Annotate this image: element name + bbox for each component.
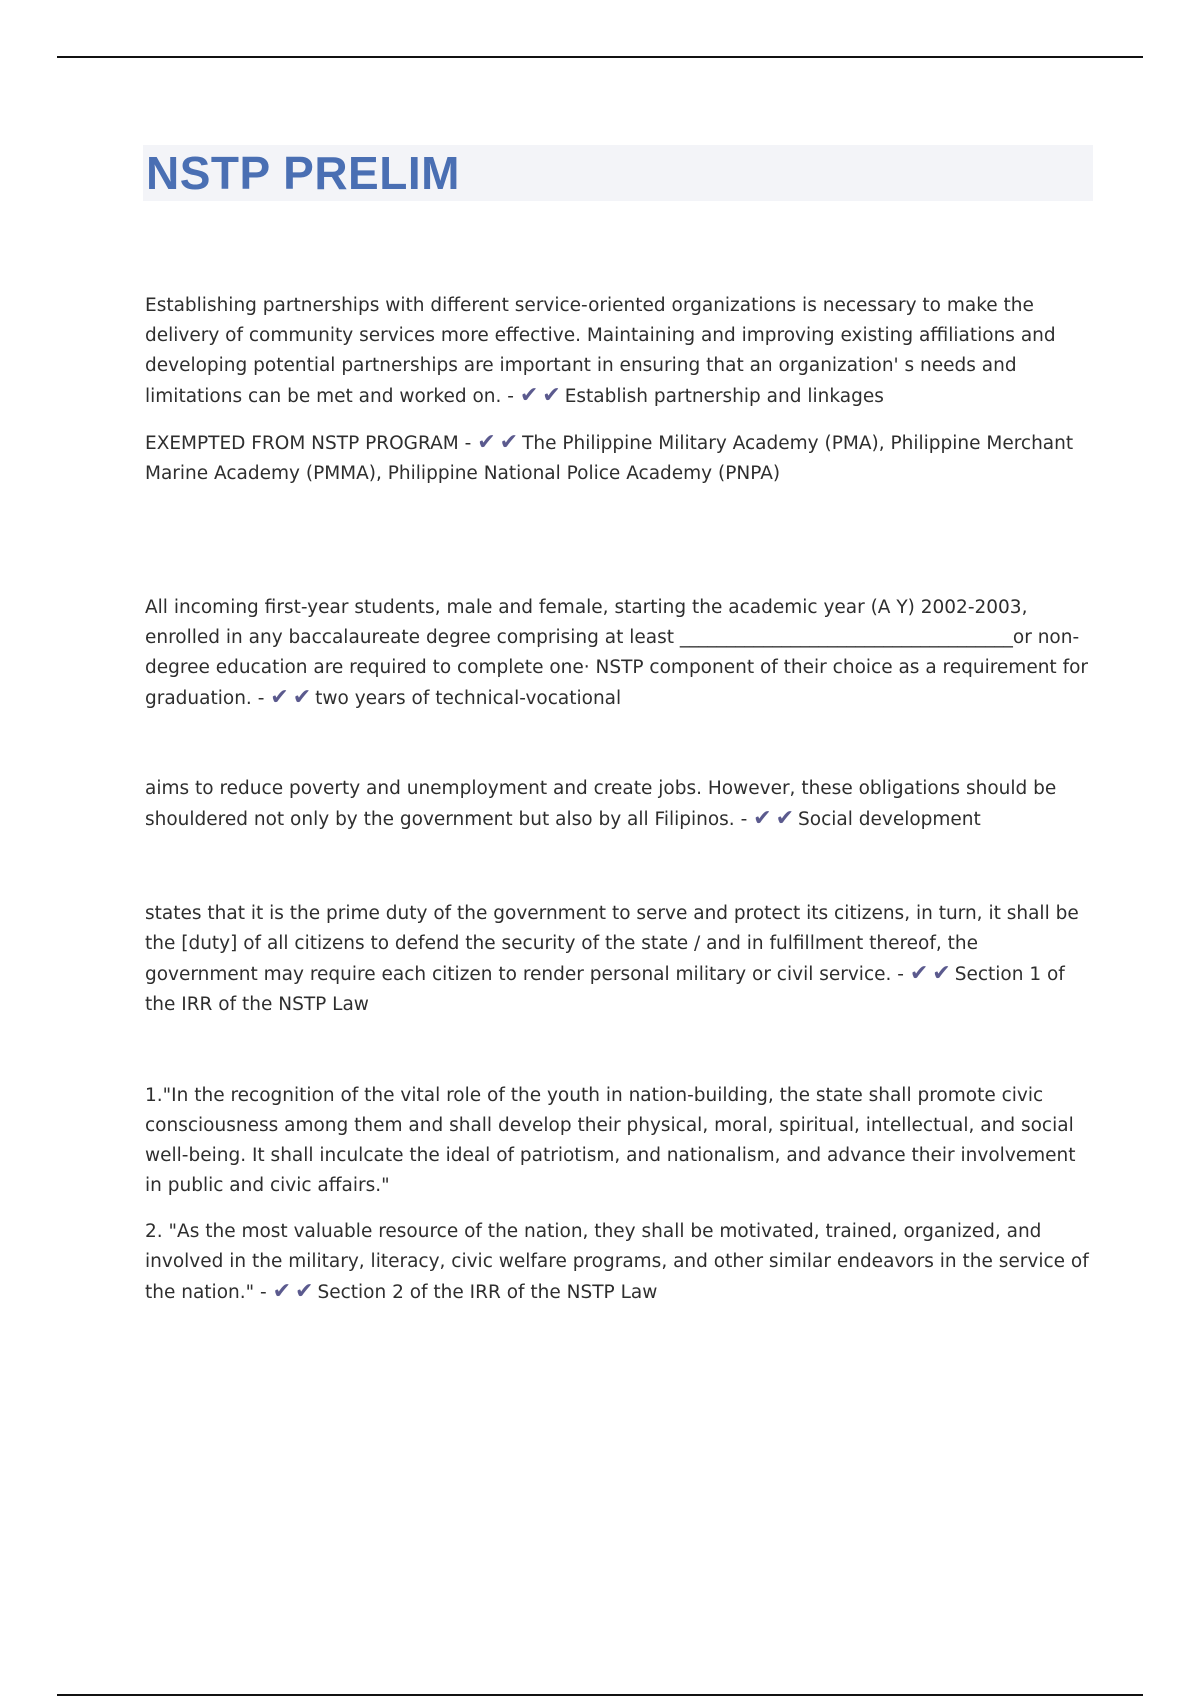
question-text: states that it is the prime duty of the government to serve and protect its citizens, in turn, it shall be the [duty] of all citizens to defend the security of the state / and in fulfillment thereof, the government may require each citizen to render personal military or civil service. - [145,903,1079,985]
check-icon: ✔ [775,806,795,831]
question-text: aims to reduce poverty and unemployment and create jobs. However, these obligations should be shouldered not only by the government but also by all Filipinos. - [145,778,1057,830]
qa-item-1 [145,291,1090,505]
check-icon: ✔ [932,961,951,986]
question-text: EXEMPTED FROM NSTP PROGRAM - [145,433,472,454]
title-banner [143,145,1093,201]
question-text: 2. "As the most valuable resource of the nation, they shall be motivated, trained, organized, and involved in the military, literacy, civic welfare programs, and other similar endeavors in the service of the nation." - [145,1221,1089,1303]
check-icon: ✔ [499,430,519,455]
check-icon: ✔ [292,685,312,710]
check-icon: ✔ [272,1279,292,1304]
answer-text: Establish partnership and linkages [564,386,884,407]
check-icon: ✔ [542,383,561,408]
top-rule [57,56,1143,58]
qa-paragraph [145,428,1090,489]
qa-paragraph [145,899,1090,1020]
check-icon: ✔ [909,961,929,986]
question-text: 1."In the recognition of the vital role of the youth in nation-building, the state shall promote civic consciousness among them and shall develop their physical, moral, spiritual, intellectual, and social well-being. It shall inculcate the ideal of patriotism, and nationalism, and advance their involvement in public and civic affairs." [145,1085,1076,1196]
check-icon: ✔ [519,383,539,408]
answer-text: two years of technical-vocational [315,688,622,709]
qa-paragraph [145,1217,1090,1308]
check-icon: ✔ [753,806,772,831]
page-title: NSTP PRELIM [146,147,460,199]
check-icon: ✔ [477,430,496,455]
answer-text: The Philippine Military Academy (PMA), Philippine Merchant Marine Academy (PMMA), Philippine National Police Academy (PNPA) [145,433,1074,484]
qa-paragraph [145,291,1090,412]
question-text: All incoming first-year students, male and female, starting the academic year (A Y) 2002-2003, enrolled in any baccalaureate degree comprising at least ____________________________________or non-degree education are required to complete one· NSTP component of their choice as a requirement for graduation. - [145,597,1089,709]
qa-item-6 [145,1081,1090,1324]
answer-text: Section 1 of the IRR of the NSTP Law [145,964,1065,1015]
qa-item-5 [145,899,1090,1036]
qa-item-4 [145,774,1090,851]
qa-item-3 [145,593,1090,730]
question-text: Establishing partnerships with different service-oriented organizations is necessary to make the delivery of community services more effective. Maintaining and improving existing affiliations and developing potential partnerships are important in ensuring that an organization' s needs and limitations can be met and worked on. - [145,295,1056,407]
qa-paragraph [145,593,1090,714]
qa-paragraph [145,1081,1090,1201]
qa-paragraph [145,774,1090,835]
answer-text: Social development [798,809,981,830]
answer-text: Section 2 of the IRR of the NSTP Law [317,1282,658,1303]
check-icon: ✔ [295,1279,314,1304]
bottom-rule [57,1694,1143,1696]
check-icon: ✔ [270,685,289,710]
